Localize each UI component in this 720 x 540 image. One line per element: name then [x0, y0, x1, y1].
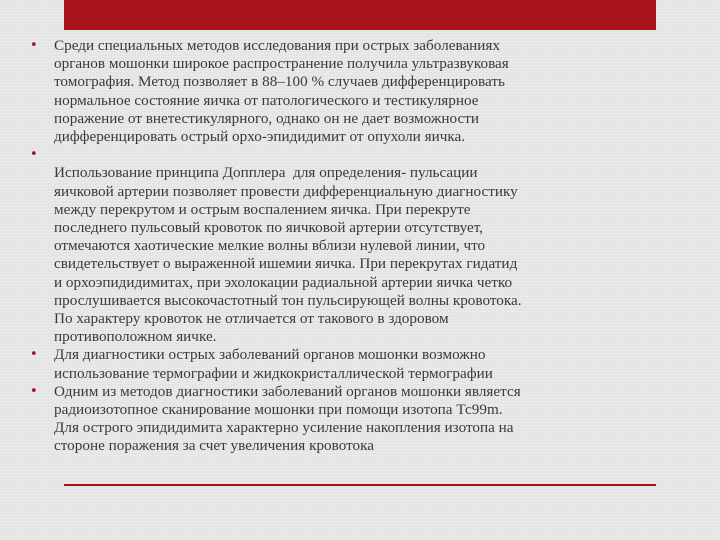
list-item	[30, 383, 670, 456]
list-item	[30, 346, 670, 382]
bullet-text-doppler: Использование принципа Допплера для определения- пульсации яичковой артерии позволяет провести дифференциальную диагностику между перекрутом и острым воспалением яичка. При перекруте последнего пульсовый кровоток по яичковой артерии отсутствует, отмечаются хаотические мелкие волны вблизи нулевой линии, что свидетельствует о выраженной ишемии яичка. При перекрутах гидатид и орхоэпидидимитах, при эхолокации радиальной артерии яичка четко прослушивается высокочастотный тон пульсирующей волны кровотока. По характеру кровоток не отличается от такового в здоровом противоположном яичке.	[54, 164, 522, 346]
bullet-text-ultrasound: Среди специальных методов исследования при острых заболеваниях органов мошонки широкое распространение получила ультразвуковая томография. Метод позволяет в 88–100 % случаев дифференцировать нормальное состояние яичка от патологического и тестикулярное поражение от внетестикулярного, однако он не дает возможности дифференцировать острый орхо-эпидидимит от опухоли яичка.	[54, 37, 509, 146]
bottom-divider	[64, 484, 656, 486]
bullet-text-radioisotope: Одним из методов диагностики заболеваний органов мошонки является радиоизотопное сканирование мошонки при помощи изотопа Тс99m. Для острого эпидидимита характерно усиление накопления изотопа на стороне поражения за счет увеличения кровотока	[54, 382, 521, 455]
bullet-icon: •	[30, 38, 38, 53]
top-accent-bar	[64, 0, 656, 30]
list-item	[30, 146, 670, 346]
bullet-icon: •	[30, 347, 38, 363]
list-item	[30, 37, 670, 146]
bullet-icon: •	[30, 147, 38, 163]
bullet-icon: •	[30, 383, 38, 399]
bullet-list	[30, 37, 670, 456]
bullet-text-thermography: Для диагностики острых заболеваний органов мошонки возможно использование термографии и жидкокристаллической термографии	[54, 346, 493, 382]
